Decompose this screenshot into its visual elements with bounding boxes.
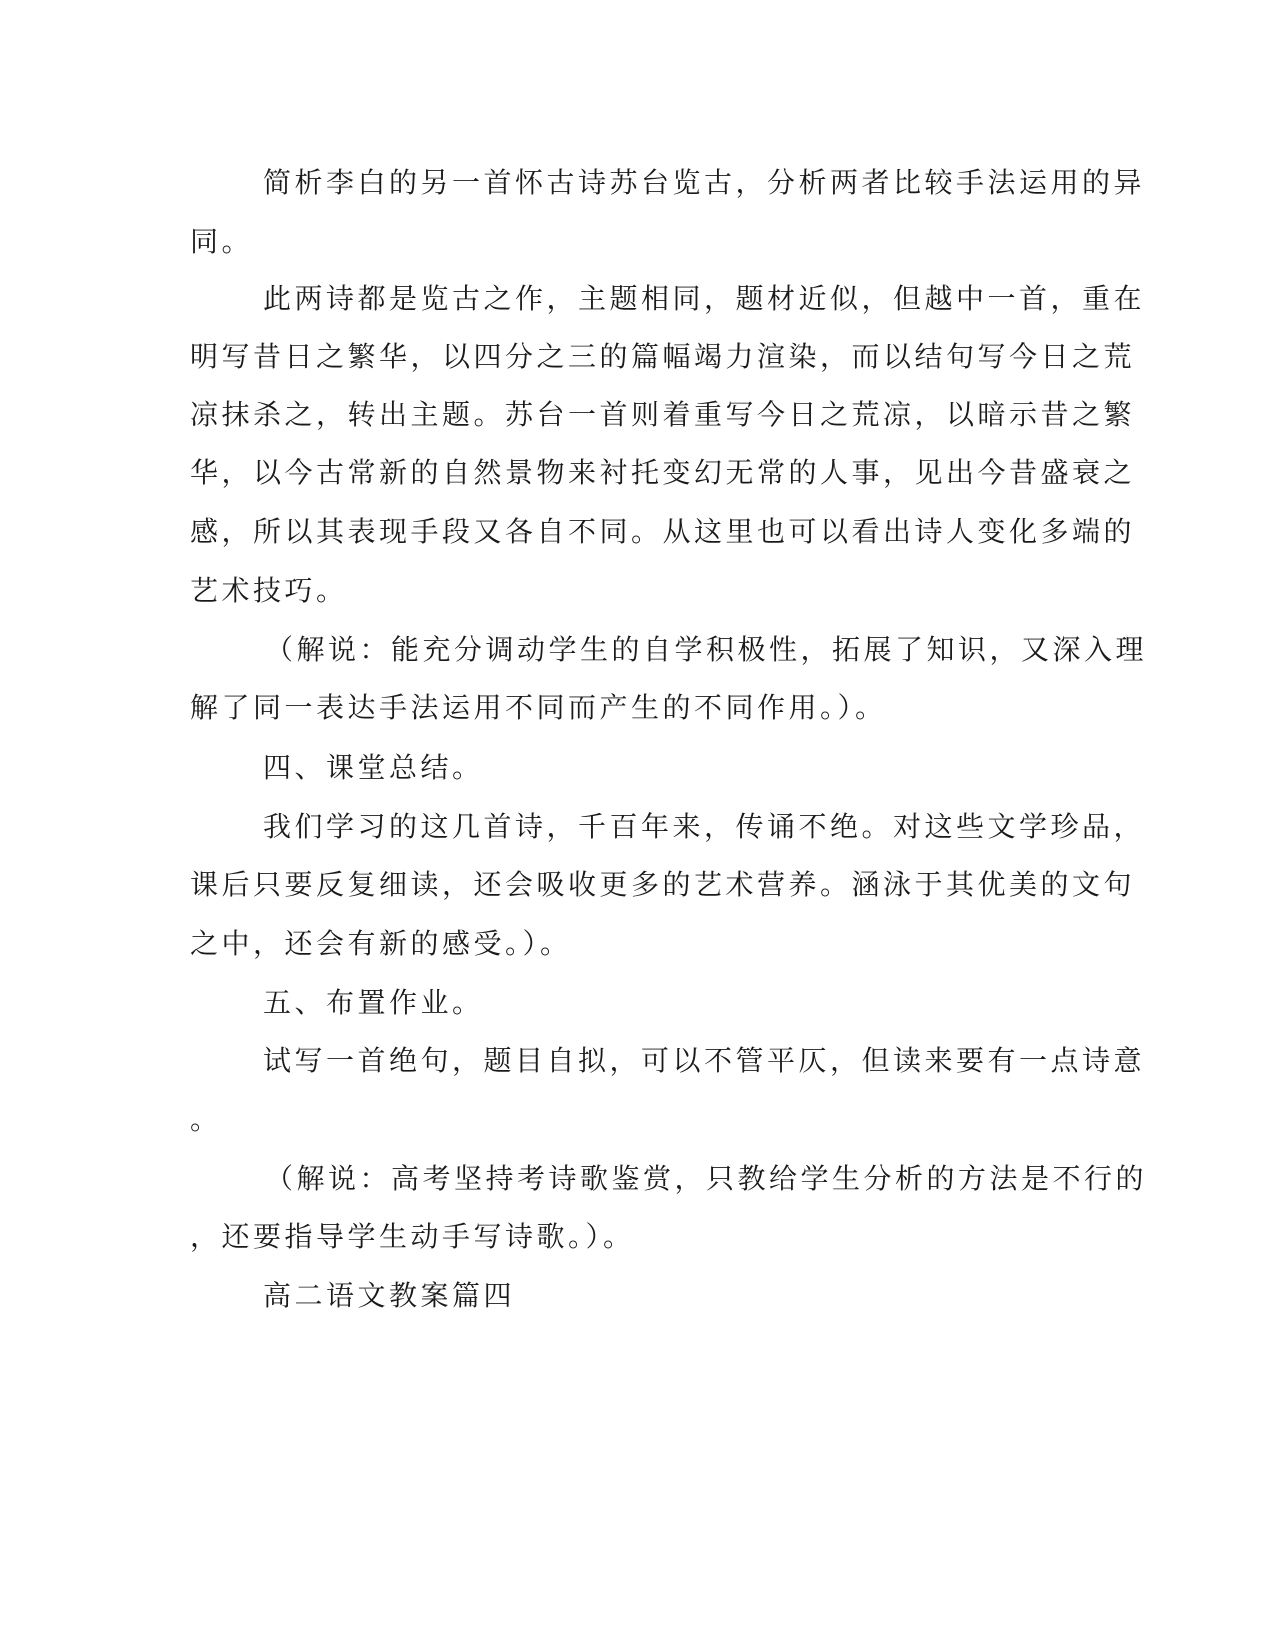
paragraph-line: 华，以今古常新的自然景物来衬托变幻无常的人事，见出今昔盛衰之: [190, 456, 1136, 489]
paragraph-line: 之中，还会有新的感受。）。: [190, 927, 572, 960]
paragraph-line: 试写一首绝句，题目自拟，可以不管平仄，但读来要有一点诗意: [263, 1044, 1146, 1077]
commentary-line: （解说：能充分调动学生的自学积极性，拓展了知识，又深入理: [265, 633, 1148, 666]
section-heading: 五、布置作业。: [263, 986, 484, 1019]
paragraph-line: 简析李白的另一首怀古诗苏台览古，分析两者比较手法运用的异: [263, 166, 1146, 199]
paragraph-line: 艺术技巧。: [190, 574, 348, 607]
paragraph-line: 此两诗都是览古之作，主题相同，题材近似，但越中一首，重在: [263, 282, 1146, 315]
paragraph-line: 课后只要反复细读，还会吸收更多的艺术营养。涵泳于其优美的文句: [190, 868, 1136, 901]
paragraph-line: 凉抹杀之，转出主题。苏台一首则着重写今日之荒凉，以暗示昔之繁: [190, 398, 1136, 431]
paragraph-line: 同。: [190, 225, 254, 258]
paragraph-line: 感，所以其表现手段又各自不同。从这里也可以看出诗人变化多端的: [190, 515, 1136, 548]
commentary-line: 解了同一表达手法运用不同而产生的不同作用。）。: [190, 691, 887, 724]
paragraph-line: 我们学习的这几首诗，千百年来，传诵不绝。对这些文学珍品，: [263, 810, 1146, 843]
commentary-line: ，还要指导学生动手写诗歌。）。: [190, 1220, 635, 1253]
commentary-line: （解说：高考坚持考诗歌鉴赏，只教给学生分析的方法是不行的: [265, 1162, 1148, 1195]
paragraph-line: 。: [190, 1103, 222, 1136]
paragraph-line: 明写昔日之繁华，以四分之三的篇幅竭力渲染，而以结句写今日之荒: [190, 340, 1136, 373]
section-heading: 四、课堂总结。: [263, 751, 484, 784]
section-title: 高二语文教案篇四: [263, 1279, 516, 1312]
